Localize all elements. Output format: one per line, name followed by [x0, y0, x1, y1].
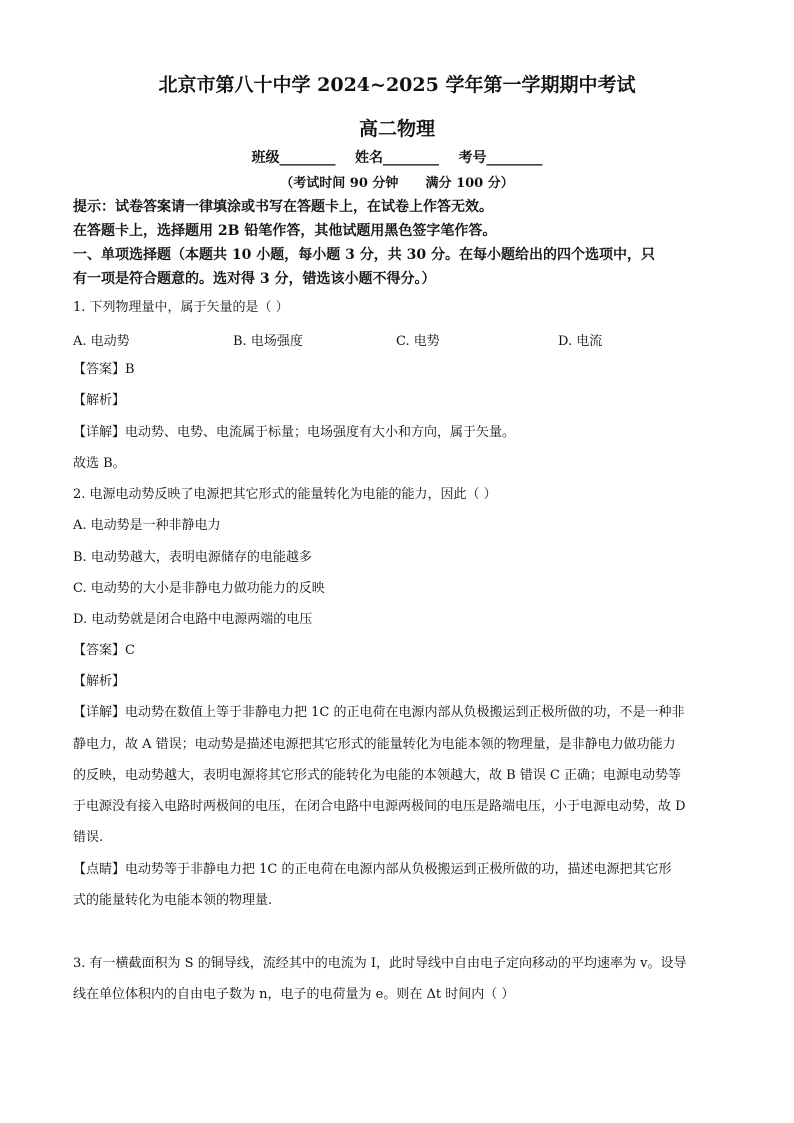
q3-stem-line-2: 线在单位体积内的自由电子数为 n，电子的电荷量为 e。则在 Δt 时间内（ ） [73, 987, 515, 1002]
q2-option-d: D. 电动势就是闭合电路中电源两端的电压 [73, 612, 313, 627]
q2-detail-line-2: 静电力，故 A 错误；电动势是描述电源把其它形式的能量转化为电能本领的物理量，是非静电力做功能力 [73, 737, 676, 752]
q1-detail: 【详解】电动势、电势、电流属于标量；电场强度有大小和方向，属于矢量。 [73, 425, 516, 440]
exam-title: 北京市第八十中学 2024~2025 学年第一学期期中考试 [158, 74, 636, 96]
q2-detail-line-4: 于电源没有接入电路时两极间的电压，在闭合电路中电源两极间的电压是路端电压，小于电源电动势，故 D [73, 799, 686, 814]
q3-stem-line-1: 3. 有一横截面积为 S 的铜导线，流经其中的电流为 I，此时导线中自由电子定向移动的平均速率为 v。设导 [73, 956, 687, 971]
q2-detail-line-3: 的反映，电动势越大，表明电源将其它形式的能转化为电能的本领越大，故 B 错误 C 正确；电源电动势等 [73, 768, 682, 783]
q2-comment-line-1: 【点睛】电动势等于非静电力把 1C 的正电荷在电源内部从负极搬运到正极所做的功，描述电源把其它形 [73, 862, 672, 877]
q2-comment-line-2: 式的能量转化为电能本领的物理量. [73, 893, 273, 908]
section-heading-line-1: 一、单项选择题（本题共 10 小题，每小题 3 分，共 30 分。在每小题给出的四个选项中，只 [73, 247, 655, 263]
q1-option-c: C. 电势 [396, 334, 440, 349]
q1-analysis-label: 【解析】 [73, 393, 126, 408]
q1-option-b: B. 电场强度 [233, 334, 303, 349]
q2-stem: 2. 电源电动势反映了电源把其它形式的能量转化为电能的能力，因此（ ） [73, 487, 497, 502]
q1-answer: 【答案】B [73, 362, 135, 377]
q2-detail-line-5: 错误. [73, 830, 104, 845]
q2-answer: 【答案】C [73, 643, 135, 658]
q2-option-a: A. 电动势是一种非静电力 [73, 518, 221, 533]
section-heading-line-2: 有一项是符合题意的。选对得 3 分，错选该小题不得分。） [73, 271, 436, 287]
notice-line-1: 提示：试卷答案请一律填涂或书写在答题卡上，在试卷上作答无效。 [73, 199, 493, 215]
q1-option-d: D. 电流 [558, 334, 603, 349]
q2-analysis-label: 【解析】 [73, 674, 126, 689]
exam-info: （考试时间 90 分钟 满分 100 分） [280, 176, 514, 191]
student-info-fields: 班级________ 姓名________ 考号________ [251, 150, 543, 166]
exam-subtitle: 高二物理 [358, 118, 435, 140]
q2-detail-line-1: 【详解】电动势在数值上等于非静电力把 1C 的正电荷在电源内部从负极搬运到正极所做的功，不是一种非 [73, 705, 685, 720]
q2-option-c: C. 电动势的大小是非静电力做功能力的反映 [73, 581, 325, 596]
q1-stem: 1. 下列物理量中，属于矢量的是（ ） [73, 300, 289, 315]
q2-option-b: B. 电动势越大，表明电源储存的电能越多 [73, 550, 312, 565]
notice-line-2: 在答题卡上，选择题用 2B 铅笔作答，其他试题用黑色签字笔作答。 [73, 223, 497, 239]
q1-option-a: A. 电动势 [73, 334, 130, 349]
q1-conclusion: 故选 B。 [73, 456, 126, 471]
